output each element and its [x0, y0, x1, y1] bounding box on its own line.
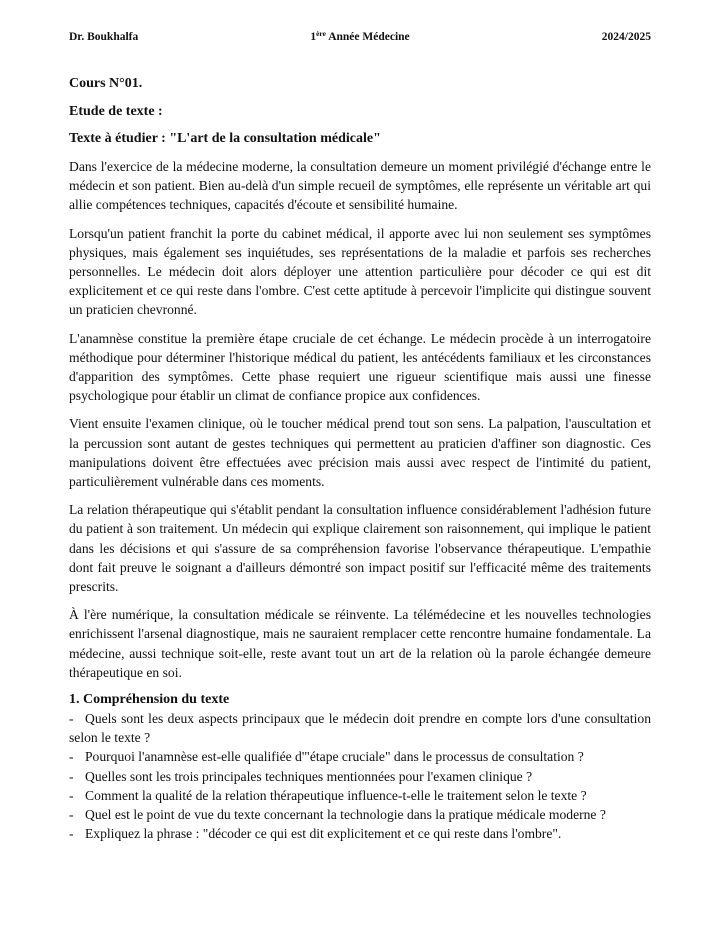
study-heading: Etude de texte : [69, 104, 163, 119]
question-item: - Expliquez la phrase : "décoder ce qui est dit explicitement et ce qui reste dans l'ombre". [69, 826, 562, 842]
question-list [69, 709, 651, 843]
question-item: - Quels sont les deux aspects principaux que le médecin doit prendre en compte lors d'une consultation selon le texte ? [69, 711, 651, 746]
header-year: 2024/2025 [601, 31, 651, 43]
document-body [69, 75, 651, 844]
text-title: Texte à étudier : "L'art de la consultation médicale" [69, 131, 381, 146]
question-item: - Quelles sont les trois principales techniques mentionnées pour l'examen clinique ? [69, 768, 533, 784]
question-item: - Pourquoi l'anamnèse est-elle qualifiée d'"étape cruciale" dans le processus de consultation ? [69, 749, 584, 765]
paragraph: La relation thérapeutique qui s'établit pendant la consultation influence considérablement l'adhésion future du patient à son traitement. Un médecin qui explique clairement son raisonnement, qui implique le patient dans les décisions et qui s'assure de sa compréhension favorise l'observance thérapeutique. L'empathie dont fait preuve le soignant a d'ailleurs démontré son impact positif sur l'efficacité même des traitements prescrits. [69, 502, 651, 595]
section-title: 1. Compréhension du texte [69, 692, 230, 708]
header-course-level: 1ère Année Médecine [310, 29, 410, 43]
paragraph: L'anamnèse constitue la première étape cruciale de cet échange. Le médecin procède à un interrogatoire méthodique pour déterminer l'historique médical du patient, les antécédents familiaux et les circonstances d'apparition des symptômes. Cette phase requiert une rigueur scientifique mais aussi une finesse psychologique pour établir un climat de confiance propice aux confidences. [69, 330, 651, 404]
paragraph: Vient ensuite l'examen clinique, où le toucher médical prend tout son sens. La palpation, l'auscultation et la percussion sont autant de gestes techniques qui permettent au praticien d'affiner son diagnostic. Ces manipulations doivent être effectuées avec précision mais aussi avec respect de l'intimité du patient, particulièrement vulnérable dans ces moments. [69, 416, 651, 490]
paragraph: À l'ère numérique, la consultation médicale se réinvente. La télémédecine et les nouvelles technologies enrichissent l'arsenal diagnostique, mais ne sauraient remplacer cette rencontre humaine fondamentale. La médecine, aussi technique soit-elle, reste avant tout un art de la relation où la parole échangée demeure thérapeutique en soi. [69, 607, 651, 680]
paragraph: Lorsqu'un patient franchit la porte du cabinet médical, il apporte avec lui non seulement ses symptômes physiques, mais également ses inquiétudes, ses représentations de la maladie et parfois ses recherches personnelles. Le médecin doit alors déployer une attention particulière pour décoder ce qui est dit explicitement et ce qui reste dans l'ombre. C'est cette aptitude à percevoir l'implicite qui distingue souvent un praticien chevronné. [69, 225, 651, 318]
question-item: - Quel est le point de vue du texte concernant la technologie dans la pratique médicale moderne ? [69, 807, 606, 823]
page-header [69, 31, 651, 47]
question-item: - Comment la qualité de la relation thérapeutique influence-t-elle le traitement selon le texte ? [69, 787, 587, 803]
paragraph: Dans l'exercice de la médecine moderne, la consultation demeure un moment privilégié d'échange entre le médecin et son patient. Bien au-delà d'un simple recueil de symptômes, elle représente un véritable art qui allie compétences techniques, capacités d'écoute et sensibilité humaine. [69, 159, 651, 213]
header-author: Dr. Boukhalfa [69, 31, 139, 43]
course-title: Cours N°01. [69, 76, 143, 91]
